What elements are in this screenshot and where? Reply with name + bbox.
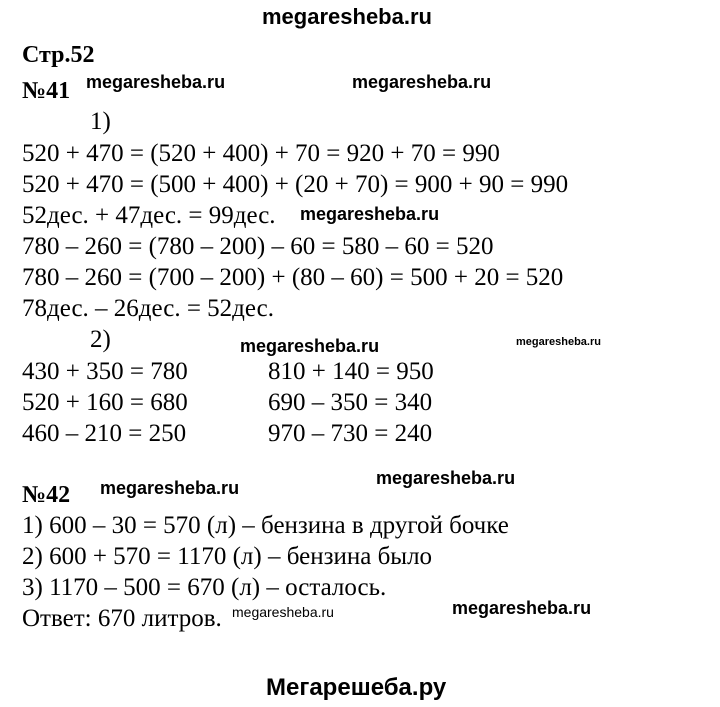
- equation-right: 690 – 350 = 340: [268, 389, 433, 416]
- watermark: megaresheba.ru: [516, 336, 601, 348]
- watermark: megaresheba.ru: [232, 604, 334, 620]
- task-42-number: №42: [22, 482, 71, 508]
- watermark: megaresheba.ru: [376, 468, 516, 488]
- equation-line: 520 + 470 = (520 + 400) + 70 = 920 + 70 = 990: [22, 140, 500, 167]
- watermark: megaresheba.ru: [300, 204, 440, 224]
- page-number: Стр.52: [22, 42, 95, 68]
- watermark: megaresheba.ru: [240, 336, 380, 356]
- watermark: megaresheba.ru: [352, 72, 492, 92]
- solution-line: 2) 600 + 570 = 1170 (л) – бензина было: [22, 543, 433, 570]
- equation-line: 780 – 260 = (780 – 200) – 60 = 580 – 60 = 520: [22, 233, 494, 260]
- task-41-number: №41: [22, 78, 71, 104]
- part-1-label: 1): [90, 108, 111, 135]
- watermark-top: megaresheba.ru: [262, 4, 432, 29]
- answer-line: Ответ: 670 литров.: [22, 605, 222, 632]
- equation-line: 780 – 260 = (700 – 200) + (80 – 60) = 500 + 20 = 520: [22, 264, 564, 291]
- watermark: megaresheba.ru: [86, 72, 226, 92]
- equation-line: 52дес. + 47дес. = 99дес.: [22, 202, 276, 229]
- equation-left: 520 + 160 = 680: [22, 389, 188, 416]
- equation-left: 430 + 350 = 780: [22, 358, 188, 385]
- solution-line: 3) 1170 – 500 = 670 (л) – осталось.: [22, 574, 387, 601]
- watermark: megaresheba.ru: [452, 598, 592, 618]
- equation-right: 810 + 140 = 950: [268, 358, 434, 385]
- equation-line: 520 + 470 = (500 + 400) + (20 + 70) = 900 + 90 = 990: [22, 171, 569, 198]
- part-2-label: 2): [90, 326, 111, 353]
- solution-line: 1) 600 – 30 = 570 (л) – бензина в другой бочке: [22, 512, 509, 539]
- watermark: megaresheba.ru: [100, 478, 240, 498]
- equation-line: 78дес. – 26дес. = 52дес.: [22, 295, 274, 322]
- footer-watermark: Мегарешеба.ру: [266, 674, 447, 701]
- equation-left: 460 – 210 = 250: [22, 420, 187, 447]
- equation-right: 970 – 730 = 240: [268, 420, 433, 447]
